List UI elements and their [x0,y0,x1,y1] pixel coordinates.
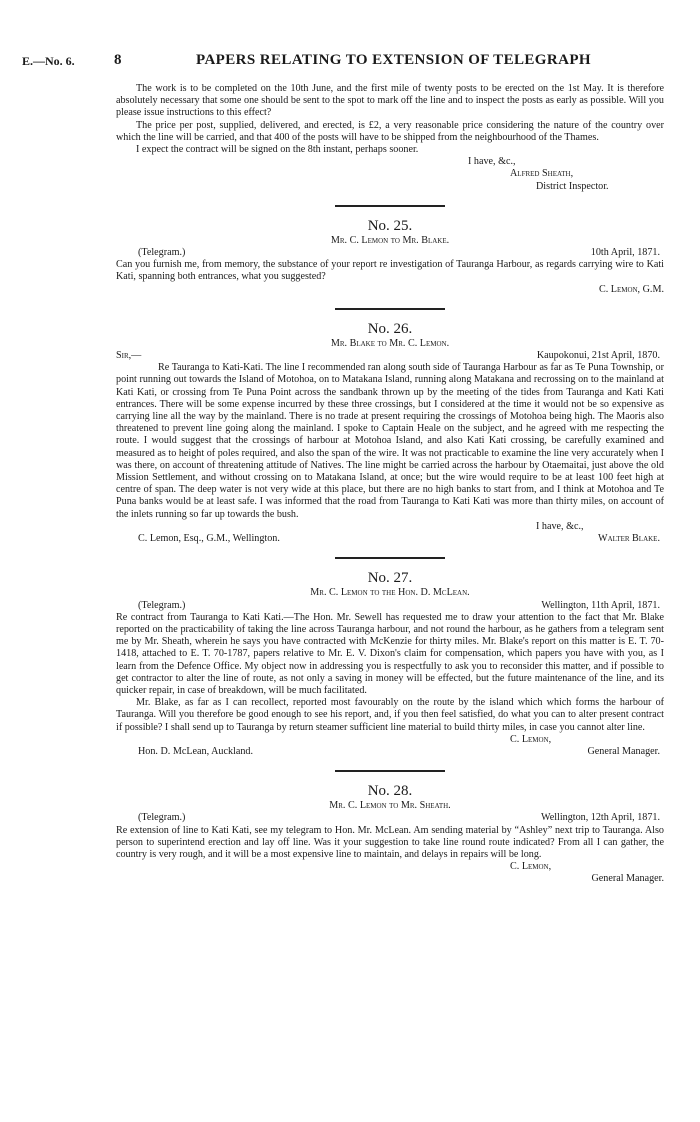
letter-28 [116,782,664,885]
body-paragraph: I expect the contract will be signed on the 8th instant, perhaps sooner. [136,144,419,156]
body-paragraph: Can you furnish me, from memory, the substance of your report re investigation of Tauranga Harbour, as regards carrying wire to Kati Kati, spanning both entrances, what you suggested? [116,259,664,283]
page-number: 8 [114,52,122,68]
closing-line: I have, &c., [536,520,584,532]
letter-number: No. 25. [367,217,413,234]
page-body [116,83,664,886]
letter-footer-row [116,746,664,758]
closing-line: I have, &c., [468,156,516,168]
letter-date: Kaupokonui, 21st April, 1870. [536,350,660,362]
addressee: C. Lemon, Esq., G.M., Wellington. [138,533,280,545]
page-reference: E.—No. 6. [22,54,75,68]
body-paragraph: Re contract from Tauranga to Kati Kati.—The Hon. Mr. Sewell has requested me to draw your attention to the fact that Mr. Blake reported on the practicability of taking the line across Tauranga harbour, and not round the harbour, as he gathers from a telegram sent me by Mr. Sheath, wherein he says you have contracted with McKenzie for thirty miles. Mr. Blake's report on this matter is E. T. 70-1418, attached to E. T. 70-1787, papers relative to Mr. E. V. Dixon's claim for compensation, which papers you have with you, as I learn from the Defence Office. My object now in addressing you is respectfully to ask you to reconsider this matter, and if possible to get contractor to alter the line of route, as not only a saving in money will be effected, but the future maintenance of the line, and its quicker repair, in case of breakdown, will be much facilitated. [116,611,664,696]
letter-date: Wellington, 12th April, 1871. [541,812,660,824]
letter-heading: Mr. C. Lemon to Mr. Sheath. [329,800,451,812]
letter-26 [116,320,664,545]
signature: C. Lemon, G.M. [598,283,664,295]
letter-25 [116,217,664,296]
body-paragraph: Mr. Blake, as far as I can recollect, reported most favourably on the route by the island which which forms the harbour of Tauranga. Will you therefore be good enough to see his report, and, if you then feel satisfied, do what you can to alter present contract if possible? I shall send up to Tauranga by return steamer sufficient line material to build thirty miles, in case you cannot alter line. [116,697,664,733]
letter-heading: Mr. C. Lemon to Mr. Blake. [330,234,450,246]
signature: C. Lemon, [510,861,552,873]
letter-footer-row [116,533,664,545]
page-header [22,52,682,72]
intro-section [116,83,664,193]
body-paragraph: The work is to be completed on the 10th June, and the first mile of twenty posts to be erected on the 1st May. It is therefore absolutely necessary that some one should be sent to the spot to mark off the line and to inspect the posts as early as possible. Will you please issue instructions to this effect? [116,83,664,119]
body-paragraph: Re extension of line to Kati Kati, see my telegram to Hon. Mr. McLean. Am sending material by “Ashley” next trip to Tauranga. Also person to superintend erection and lay off line. Was it your suggestion to take line round route indicated? From all I can gather, the country is very rough, and it will be a most expensive line to maintain, and delays in repairs will be long. [116,824,664,860]
body-paragraph: Re Tauranga to Kati-Kati. The line I recommended ran along south side of Tauranga Harbour as far as Te Puna Township, or point running out towards the Island of Motohoa, on to Matakana Island, running along Matakana and recrossing on to the mainland at Kati Kati, or crossing from Te Puna Point across the sandbank thrown up by the meeting of the tides from Tauranga and Kati Kati entrances. There will be some expense incurred by these three crossings, but I considered at the time it would not be so expensive as carrying line all the way by the mainland. There is no trade at present requiring the crossings of Motohoa being high. The Maoris also threatened to prevent line going along the mainland. I spoke to Captain Heale on the subject, and he agreed with me respecting the route. I would suggest that the crossings of harbour at Motohoa Island, and also Kati Kati crossing, be carefully examined and measured as to height of poles required, and also the span of the wire. It was not practicable to examine the line very accurately when I was there, on account of threatening attitude of Natives. The line might be carried across the harbour by Otaemaitai, just above the old Mission Settlement, and without crossing on to Matakana Island, at once; but the wire would require to be at least 100 feet high at centre of span. The deep water is not very wide at this place, but there are no high banks to start from, and I think at Motohoa and Te Puna banks would be at least safe. I was informed that the road from Tauranga to Kati Kati was more than thirty miles, on account of the inlets running so far up towards the bush. [116,362,664,520]
body-paragraph: The price per post, supplied, delivered, and erected, is £2, a very reasonable price considering the nature of the country over which the line will be carried, and that 400 of the posts will have to be shipped from the neighbourhood of the Thames. [116,119,664,143]
running-title: PAPERS RELATING TO EXTENSION OF TELEGRAPH [196,52,591,68]
letter-number: No. 26. [367,320,413,337]
letter-heading: Mr. Blake to Mr. C. Lemon. [330,337,450,349]
letter-date: Wellington, 11th April, 1871. [541,599,660,611]
letter-number: No. 27. [367,570,413,587]
signer-title: General Manager. [587,745,660,757]
letter-meta-row [116,350,664,362]
signature: Alfred Sheath, [510,168,574,180]
letter-type: (Telegram.) [138,247,186,259]
salutation: Sir,— [116,350,142,362]
letter-type: (Telegram.) [138,599,186,611]
signer-title: District Inspector. [536,180,609,192]
signature: Walter Blake. [598,533,660,545]
letter-meta-row [116,812,664,824]
letter-number: No. 28. [367,783,413,800]
letter-heading: Mr. C. Lemon to the Hon. D. McLean. [310,587,470,599]
letter-date: 10th April, 1871. [590,247,660,259]
signature: C. Lemon, [510,733,552,745]
letter-meta-row [116,247,664,259]
letter-type: (Telegram.) [138,812,186,824]
addressee: Hon. D. McLean, Auckland. [138,745,254,757]
signer-title: General Manager. [591,873,664,885]
letter-meta-row [116,600,664,612]
letter-27 [116,569,664,758]
